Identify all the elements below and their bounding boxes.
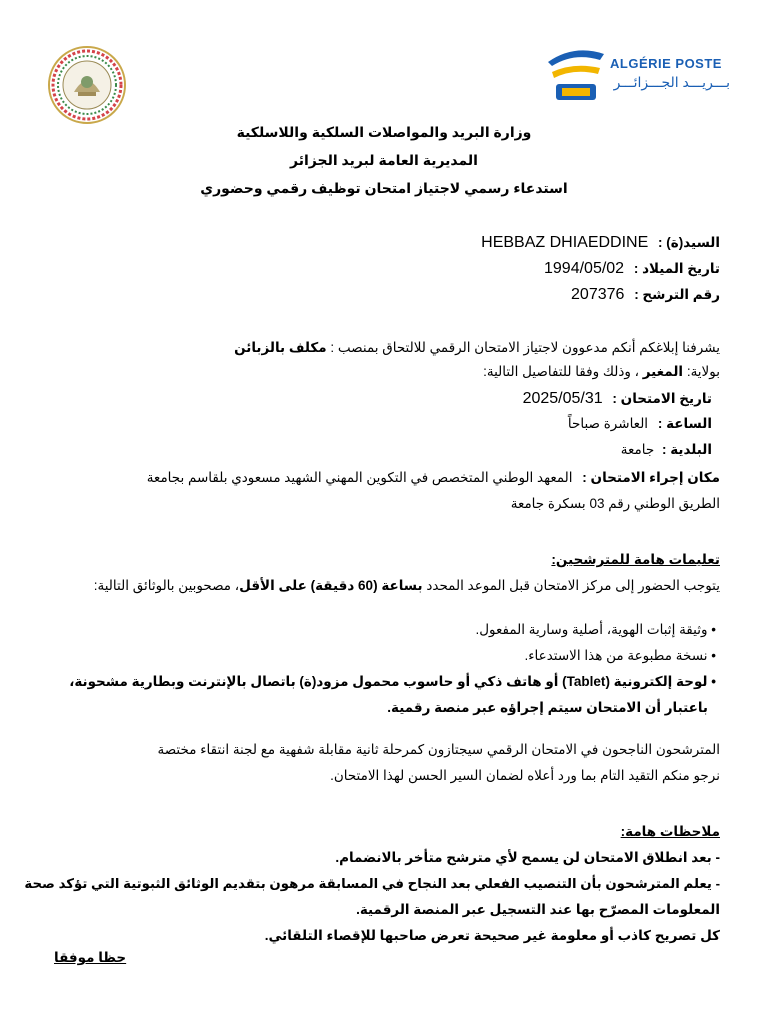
wilaya-suffix: ، وذلك وفقا للتفاصيل التالية: (483, 364, 639, 379)
list-item (48, 620, 716, 640)
note-line-4: كل تصريح كاذب أو معلومة غير صحيحة تعرض صاحبها للإقصاء التلقائي. (264, 928, 720, 943)
candidate-name-value: HEBBAZ DHIAEDDINE (481, 234, 649, 251)
note-line-2: - يعلم المترشحون بأن التنصيب الفعلي بعد النجاح في المسابقة مرهون بتقديم الوثائق الثبوتية التي تؤكد صحة (24, 876, 720, 891)
bullet-icon: • (711, 674, 716, 689)
algerie-poste-logo (544, 44, 734, 110)
bullet-icon: • (711, 622, 716, 637)
bullet-text-2: نسخة مطبوعة من هذا الاستدعاء. (524, 648, 708, 663)
candidate-name-label: السيد(ة) : (658, 235, 720, 250)
exam-commune-value: جامعة (620, 442, 655, 457)
candidate-number-row (48, 284, 720, 306)
candidate-number-value: 207376 (571, 286, 625, 303)
exam-place-row (48, 468, 720, 488)
bullet-text-1: وثيقة إثبات الهوية، أصلية وسارية المفعول. (475, 622, 708, 637)
poste-arabic-name: بـــريـــد الجـــزائـــر (613, 74, 730, 90)
invite-line-2 (48, 362, 720, 382)
oral-interview-line-2: نرجو منكم التقيد التام بما ورد أعلاه لضمان السير الحسن لهذا الامتحان. (330, 768, 720, 783)
exam-place-label: مكان إجراء الامتحان : (582, 470, 720, 485)
instructions-intro-b: ، مصحوبين بالوثائق التالية: (93, 578, 240, 593)
list-item (48, 646, 716, 666)
exam-time-value: العاشرة صباحاً (567, 416, 649, 431)
directorate-title: المديرية العامة لبريد الجزائر (290, 152, 478, 168)
exam-commune-row (48, 440, 712, 460)
algerie-poste-icon (544, 44, 608, 108)
instructions-intro-bold: بساعة (60 دقيقة) على الأقل (239, 578, 423, 593)
ministry-seal-icon (46, 44, 128, 126)
instructions-intro (48, 576, 720, 596)
exam-place-value-2: الطريق الوطني رقم 03 بسكرة جامعة (510, 496, 720, 511)
invite-text: يشرفنا إبلاغكم أنكم مدعوون لاجتياز الامتحان الرقمي للالتحاق بمنصب : (330, 340, 720, 355)
exam-time-label: الساعة : (657, 416, 712, 431)
exam-date-label: تاريخ الامتحان : (612, 391, 712, 406)
candidate-name-row (48, 232, 720, 254)
exam-time-row (48, 414, 712, 434)
notes-title: ملاحظات هامة: (620, 824, 720, 839)
poste-name: ALGÉRIE POSTE (610, 56, 722, 71)
exam-place-row-2 (48, 494, 720, 514)
instructions-title: تعليمات هامة للمترشحين: (551, 552, 720, 567)
bullet-3-continuation: باعتبار أن الامتحان سيتم إجراؤه عبر منصة رقمية. (387, 700, 708, 715)
exam-place-value-1: المعهد الوطني المتخصص في التكوين المهني الشهيد مسعودي بلقاسم بجامعة (146, 470, 573, 485)
bullet-icon: • (711, 648, 716, 663)
note-line-3: المعلومات المصرّح بها عند التسجيل عبر المنصة الرقمية. (356, 902, 720, 917)
position-name: مكلف بالزبائن (234, 340, 327, 355)
ministry-title: وزارة البريد والمواصلات السلكية واللاسلكية (236, 124, 532, 140)
wilaya-name: المغير (642, 364, 684, 379)
exam-date-value: 2025/05/31 (522, 390, 603, 407)
wilaya-prefix: بولاية: (686, 364, 720, 379)
ministry-seal-logo (46, 44, 128, 126)
instructions-intro-a: يتوجب الحضور إلى مركز الامتحان قبل الموعد المحدد (426, 578, 720, 593)
birth-date-label: تاريخ الميلاد : (633, 261, 720, 276)
oral-interview-line-1: المترشحون الناجحون في الامتحان الرقمي سيجتازون كمرحلة ثانية مقابلة شفهية مع لجنة انتقاء مختصة (157, 742, 720, 757)
subject-title: استدعاء رسمي لاجتياز امتحان توظيف رقمي وحضوري (200, 180, 568, 196)
candidate-number-label: رقم الترشح : (634, 287, 720, 302)
bullet-text-3: لوحة إلكترونية (Tablet) أو هاتف ذكي أو حاسوب محمول مزود(ة) باتصال بالإنترنت وبطارية مشحونة، (69, 674, 708, 689)
closing-text: حظا موفقا (54, 950, 127, 965)
birth-date-row (48, 258, 720, 280)
exam-date-row (48, 388, 712, 410)
note-line-1: - بعد انطلاق الامتحان لن يسمح لأي مترشح متأخر بالانضمام. (335, 850, 720, 865)
exam-commune-label: البلدية : (661, 442, 712, 457)
birth-date-value: 1994/05/02 (544, 260, 625, 277)
invite-line-1 (48, 338, 720, 358)
list-item (48, 672, 716, 692)
